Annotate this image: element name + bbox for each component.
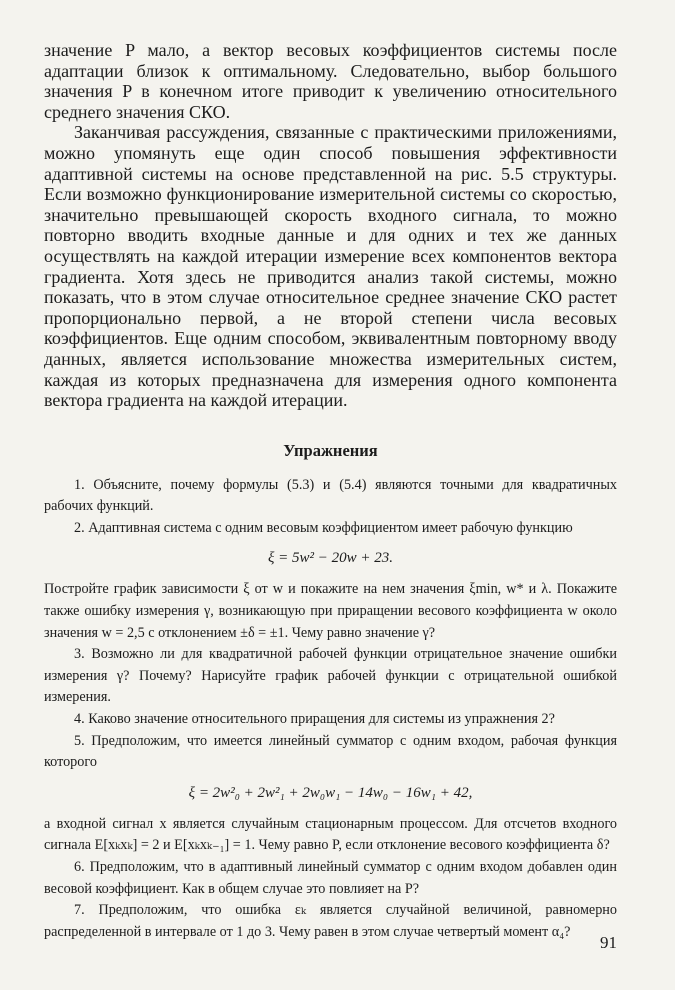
- exercise-5: 5. Предположим, что имеется линейный сумматор с одним входом, рабочая функция которого: [44, 732, 617, 771]
- paragraph: Заканчивая рассуждения, связанные с практическими приложениями, можно упомянуть еще один способ повышения эффективности адаптивной системы на основе представленной на рис. 5.5 структуры. Если возможно функционирование измерительной системы со скоростью, значительно превышающей скорость входного сигнала, то можно повторно вводить входные данные и для одних и тех же данных осуществлять на каждой итерации измерение всех компонентов вектора градиента. Хотя здесь не приводится анализ такой системы, можно показать, что в этом случае относительное среднее значение СКО растет пропорционально первой, а не второй степени числа весовых коэффициентов. Еще одним способом, эквивалентным повторному вводу данных, является использование множества измерительных систем, каждая из которых предназначена для измерения одного компонента вектора градиента на каждой итерации.: [44, 122, 617, 411]
- exercise-4: 4. Каково значение относительного приращения для системы из упражнения 2?: [74, 711, 555, 728]
- section-heading: Упражнения: [283, 440, 378, 460]
- exercise-5-continuation: а входной сигнал x является случайным стационарным процессом. Для отсчетов входного сигнала E[xₖxₖ] = 2 и E[xₖxₖ₋₁] = 1. Чему равно P, если отклонение весового коэффициента δ?: [44, 815, 617, 854]
- exercise-2: 2. Адаптивная система с одним весовым коэффициентом имеет рабочую функцию: [74, 519, 573, 536]
- exercise-2-continuation: Постройте график зависимости ξ от w и покажите на нем значения ξmin, w* и λ. Покажите также ошибку измерения γ, возникающую при приращении весового коэффициента w около значения w = 2,5 с отклонением ±δ = ±1. Чему равно значение γ?: [44, 581, 617, 641]
- paragraph: значение P мало, а вектор весовых коэффициентов системы после адаптации близок к оптимальному. Следовательно, выбор большого значения P в конечном итоге приводит к увеличению относительного среднего значения СКО.: [44, 40, 617, 122]
- exercise-5-formula: ξ = 2w²₀ + 2w²₁ + 2w₀w₁ − 14w₀ − 16w₁ + 42,: [188, 784, 473, 801]
- exercise-3: 3. Возможно ли для квадратичной рабочей функции отрицательное значение ошибки измерения γ? Почему? Нарисуйте график рабочей функции с отрицательной ошибкой измерения.: [44, 646, 617, 706]
- body-text: [44, 40, 617, 411]
- exercise-6: 6. Предположим, что в адаптивный линейный сумматор с одним входом добавлен один весовой коэффициент. Как в общем случае это повлияет на P?: [44, 859, 617, 897]
- exercise-2-formula: ξ = 5w² − 20w + 23.: [267, 550, 394, 567]
- page-number: 91: [600, 933, 617, 952]
- exercise-1: 1. Объясните, почему формулы (5.3) и (5.4) являются точными для квадратичных рабочих функций.: [44, 476, 617, 515]
- exercise-7: 7. Предположим, что ошибка εₖ является случайной величиной, равномерно распределенной в интервале от 1 до 3. Чему равен в этом случае четвертый момент α₄?: [44, 902, 617, 940]
- exercises-list: [44, 475, 617, 944]
